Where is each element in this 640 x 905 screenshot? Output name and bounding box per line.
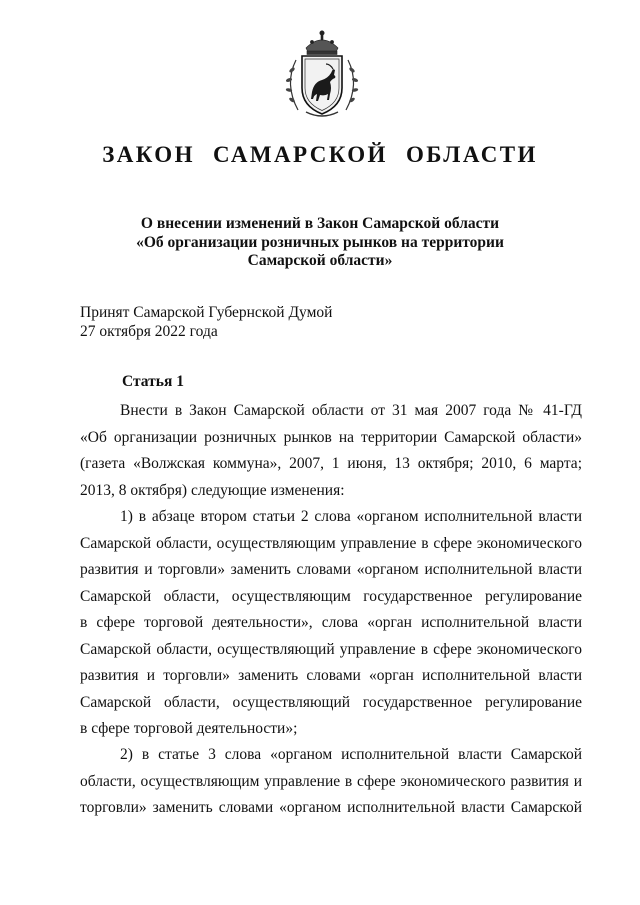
- law-subtitle: [110, 215, 530, 271]
- text-line: Самарской области, осуществляющий управление в сфере экономического: [80, 640, 582, 658]
- coat-of-arms-emblem: [276, 26, 368, 122]
- text-line: 2) в статье 3 слова «органом исполнительной власти Самарской: [120, 746, 582, 763]
- law-title: ЗАКОН САМАРСКОЙ ОБЛАСТИ: [102, 142, 538, 167]
- text-line: в сфере торговой деятельности»;: [80, 720, 298, 737]
- text-line: Самарской области, осуществляющим государственное регулирование: [80, 587, 582, 605]
- subtitle-line: «Об организации розничных рынков на территории: [136, 233, 504, 251]
- adoption-date: 27 октября 2022 года: [80, 323, 218, 340]
- text-line: Внести в Закон Самарской области от 31 мая 2007 года № 41-ГД: [120, 402, 582, 419]
- text-line: 1) в абзаце втором статьи 2 слова «органом исполнительной власти: [120, 508, 582, 525]
- paragraph-item-1: [80, 504, 582, 743]
- text-line: 2013, 8 октября) следующие изменения:: [80, 481, 345, 499]
- article-heading: Статья 1: [122, 373, 184, 390]
- text-line: (газета «Волжская коммуна», 2007, 1 июня, 13 октября; 2010, 6 марта;: [80, 455, 582, 472]
- adoption-note: [80, 303, 332, 341]
- text-line: в сфере торговой деятельности», слова «орган исполнительной власти: [80, 614, 582, 631]
- subtitle-line: Самарской области»: [247, 252, 393, 269]
- text-line: «Об организации розничных рынков на территории Самарской области»: [80, 428, 582, 446]
- paragraph-intro: [80, 398, 582, 504]
- text-line: развития и торговли» заменить словами «органом исполнительной власти: [80, 561, 582, 578]
- adoption-line: Принят Самарской Губернской Думой: [80, 304, 333, 321]
- text-line: Самарской области, осуществляющий государственное регулирование: [80, 693, 582, 711]
- text-line: развития и торговли» заменить словами «орган исполнительной власти: [80, 667, 582, 684]
- paragraph-item-2: [80, 742, 582, 822]
- text-line: торговли» заменить словами «органом исполнительной власти Самарской: [80, 799, 582, 816]
- text-line: Самарской области, осуществляющим управление в сфере экономического: [80, 534, 582, 552]
- text-line: области, осуществляющим управление в сфере экономического развития и: [80, 772, 582, 790]
- subtitle-line: О внесении изменений в Закон Самарской области: [140, 215, 500, 232]
